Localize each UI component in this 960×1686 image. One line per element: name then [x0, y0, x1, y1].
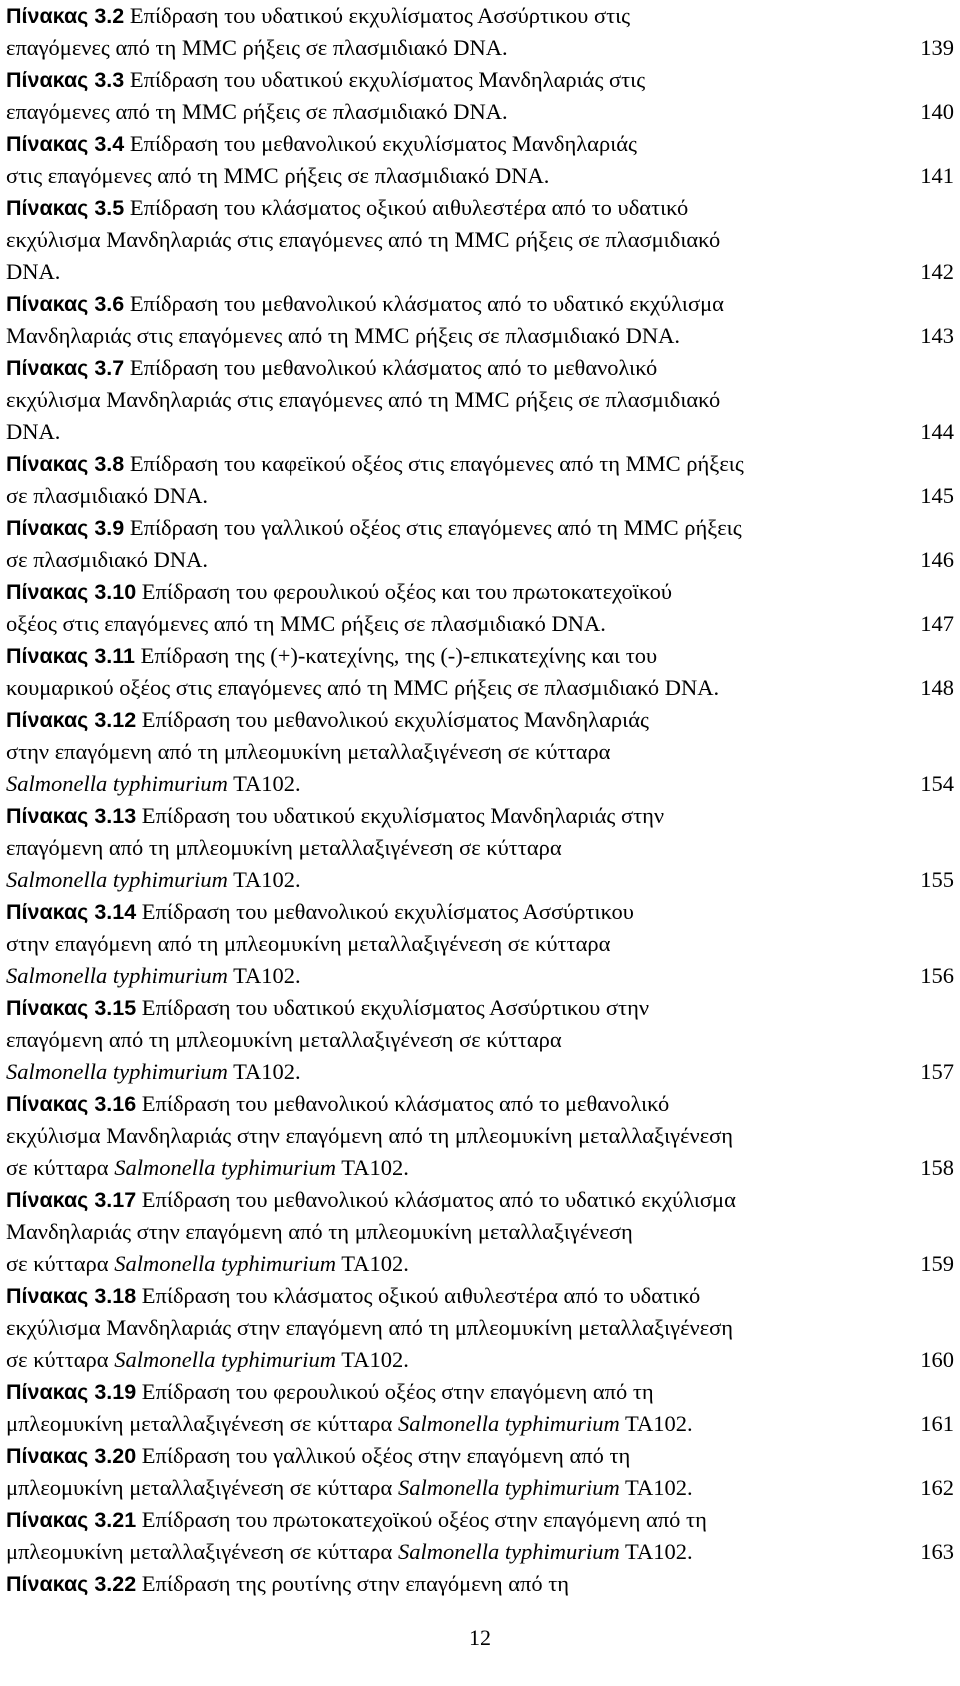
entry-text: Επίδραση του φερουλικού οξέος και του πρωτοκατεχοϊκού [136, 579, 673, 604]
entry-text: Μανδηλαριάς στις επαγόμενες από τη MMC ρήξεις σε πλασμιδιακό DNA. [6, 323, 681, 348]
entry-line [6, 1344, 880, 1376]
entry-line [6, 64, 880, 96]
entry-line [6, 160, 880, 192]
species-name: Salmonella typhimurium [6, 1059, 228, 1084]
entry-page-number: 158 [920, 1155, 954, 1180]
entry-line [6, 32, 880, 64]
table-label: Πίνακας 3.7 [6, 356, 125, 380]
entry-line [6, 480, 880, 512]
toc-entry [6, 576, 954, 640]
entry-text: Επίδραση της (+)-κατεχίνης, της (-)-επικατεχίνης και του [134, 643, 658, 668]
entry-text: Επίδραση του υδατικού εκχυλίσματος Μανδηλαριάς στις [124, 67, 646, 92]
entry-line [6, 1088, 880, 1120]
entry-line [6, 576, 880, 608]
table-label: Πίνακας 3.3 [6, 68, 125, 92]
table-label: Πίνακας 3.16 [6, 1092, 137, 1116]
table-label: Πίνακας 3.12 [6, 708, 137, 732]
entry-page-number: 142 [920, 259, 954, 284]
toc-entry [6, 1184, 954, 1280]
entry-page-number: 154 [920, 771, 954, 796]
toc-entry [6, 1440, 954, 1504]
entry-page-number: 161 [920, 1411, 954, 1436]
entry-line [6, 1440, 880, 1472]
entry-line [6, 0, 880, 32]
entry-page-number: 145 [920, 483, 954, 508]
species-name: Salmonella typhimurium [114, 1251, 337, 1276]
table-label: Πίνακας 3.2 [6, 4, 125, 28]
entry-text: Επίδραση του φερουλικού οξέος στην επαγόμενη από τη [136, 1379, 654, 1404]
entry-text: σε κύτταρα [6, 1251, 115, 1276]
entry-line [6, 1568, 880, 1600]
entry-line [6, 384, 880, 416]
entry-line [6, 1120, 880, 1152]
table-of-tables-list [6, 0, 954, 1600]
species-name: Salmonella typhimurium [114, 1347, 337, 1372]
entry-line [6, 1152, 880, 1184]
entry-text: Επίδραση του κλάσματος οξικού αιθυλεστέρα από το υδατικό [136, 1283, 701, 1308]
entry-page-number: 157 [920, 1059, 954, 1084]
toc-entry [6, 128, 954, 192]
table-label: Πίνακας 3.4 [6, 132, 125, 156]
entry-page-number: 140 [920, 99, 954, 124]
entry-line [6, 192, 880, 224]
entry-text: TA102. [619, 1539, 693, 1564]
entry-text: TA102. [227, 1059, 301, 1084]
entry-line [6, 832, 880, 864]
species-name: Salmonella typhimurium [6, 963, 228, 988]
entry-text: επαγόμενες από τη MMC ρήξεις σε πλασμιδιακό DNA. [6, 99, 508, 124]
entry-page-number: 147 [920, 611, 954, 636]
table-label: Πίνακας 3.21 [6, 1508, 137, 1532]
entry-page-number: 143 [920, 323, 954, 348]
toc-entry [6, 992, 954, 1088]
entry-page-number: 141 [920, 163, 954, 188]
entry-line [6, 448, 880, 480]
species-name: Salmonella typhimurium [397, 1411, 620, 1436]
entry-line [6, 992, 880, 1024]
entry-text: οξέος στις επαγόμενες από τη MMC ρήξεις σε πλασμιδιακό DNA. [6, 611, 606, 636]
entry-text: Επίδραση του πρωτοκατεχοϊκού οξέος στην επαγόμενη από τη [136, 1507, 707, 1532]
entry-text: Επίδραση του υδατικού εκχυλίσματος Ασσύρτικου στις [124, 3, 631, 28]
entry-line [6, 1408, 880, 1440]
entry-line [6, 672, 880, 704]
page-number-footer: 12 [469, 1625, 491, 1650]
table-label: Πίνακας 3.13 [6, 804, 137, 828]
entry-text: σε πλασμιδιακό DNA. [6, 483, 209, 508]
entry-page-number: 155 [920, 867, 954, 892]
toc-entry [6, 704, 954, 800]
entry-line [6, 960, 880, 992]
species-name: Salmonella typhimurium [6, 771, 228, 796]
entry-text: Επίδραση του υδατικού εκχυλίσματος Ασσύρτικου στην [136, 995, 650, 1020]
entry-line [6, 1280, 880, 1312]
entry-line [6, 1184, 880, 1216]
entry-text: Επίδραση του γαλλικού οξέος στην επαγόμενη από τη [136, 1443, 631, 1468]
toc-entry [6, 1504, 954, 1568]
entry-text: Μανδηλαριάς στην επαγόμενη από τη μπλεομυκίνη μεταλλαξιγένεση [6, 1219, 633, 1244]
toc-entry [6, 288, 954, 352]
species-name: Salmonella typhimurium [6, 867, 228, 892]
table-label: Πίνακας 3.10 [6, 580, 137, 604]
toc-entry [6, 1280, 954, 1376]
entry-line [6, 1024, 880, 1056]
entry-page-number: 156 [920, 963, 954, 988]
table-label: Πίνακας 3.6 [6, 292, 125, 316]
toc-entry [6, 448, 954, 512]
entry-page-number: 160 [920, 1347, 954, 1372]
toc-entry [6, 1376, 954, 1440]
table-label: Πίνακας 3.14 [6, 900, 137, 924]
entry-line [6, 224, 880, 256]
toc-entry [6, 64, 954, 128]
entry-line [6, 288, 880, 320]
entry-page-number: 163 [920, 1539, 954, 1564]
entry-page-number: 144 [920, 419, 954, 444]
entry-line [6, 1504, 880, 1536]
toc-entry [6, 800, 954, 896]
entry-text: TA102. [227, 963, 301, 988]
entry-text: Επίδραση του μεθανολικού κλάσματος από το μεθανολικό [124, 355, 658, 380]
species-name: Salmonella typhimurium [114, 1155, 337, 1180]
entry-page-number: 146 [920, 547, 954, 572]
entry-text: TA102. [619, 1411, 693, 1436]
entry-line [6, 736, 880, 768]
entry-page-number: 139 [920, 35, 954, 60]
entry-text: Επίδραση του γαλλικού οξέος στις επαγόμενες από τη MMC ρήξεις [124, 515, 742, 540]
table-label: Πίνακας 3.18 [6, 1284, 137, 1308]
entry-line [6, 704, 880, 736]
entry-line [6, 896, 880, 928]
toc-entry [6, 512, 954, 576]
entry-text: Επίδραση του μεθανολικού κλάσματος από το μεθανολικό [136, 1091, 670, 1116]
entry-text: μπλεομυκίνη μεταλλαξιγένεση σε κύτταρα [6, 1475, 398, 1500]
entry-text: στην επαγόμενη από τη μπλεομυκίνη μεταλλαξιγένεση σε κύτταρα [6, 739, 611, 764]
entry-line [6, 1248, 880, 1280]
entry-text: Επίδραση του μεθανολικού κλάσματος από το υδατικό εκχύλισμα [124, 291, 724, 316]
entry-text: Επίδραση του κλάσματος οξικού αιθυλεστέρα από το υδατικό [124, 195, 689, 220]
entry-line [6, 1536, 880, 1568]
entry-line [6, 416, 880, 448]
entry-line [6, 512, 880, 544]
entry-text: σε πλασμιδιακό DNA. [6, 547, 209, 572]
toc-entry [6, 1568, 954, 1600]
entry-text: σε κύτταρα [6, 1155, 115, 1180]
entry-line [6, 1216, 880, 1248]
entry-text: Επίδραση του υδατικού εκχυλίσματος Μανδηλαριάς στην [136, 803, 665, 828]
entry-line [6, 800, 880, 832]
table-label: Πίνακας 3.17 [6, 1188, 137, 1212]
entry-line [6, 352, 880, 384]
toc-entry [6, 352, 954, 448]
table-label: Πίνακας 3.11 [6, 644, 135, 668]
entry-line [6, 1056, 880, 1088]
toc-entry [6, 896, 954, 992]
entry-text: εκχύλισμα Μανδηλαριάς στην επαγόμενη από τη μπλεομυκίνη μεταλλαξιγένεση [6, 1315, 734, 1340]
table-label: Πίνακας 3.9 [6, 516, 125, 540]
entry-text: επαγόμενη από τη μπλεομυκίνη μεταλλαξιγένεση σε κύτταρα [6, 1027, 562, 1052]
entry-page-number: 159 [920, 1251, 954, 1276]
toc-entry [6, 1088, 954, 1184]
entry-text: σε κύτταρα [6, 1347, 115, 1372]
entry-line [6, 768, 880, 800]
species-name: Salmonella typhimurium [397, 1539, 620, 1564]
entry-text: TA102. [227, 867, 301, 892]
entry-text: στην επαγόμενη από τη μπλεομυκίνη μεταλλαξιγένεση σε κύτταρα [6, 931, 611, 956]
entry-text: TA102. [336, 1347, 409, 1372]
entry-line [6, 1312, 880, 1344]
toc-entry [6, 640, 954, 704]
entry-line [6, 1472, 880, 1504]
toc-entry [6, 192, 954, 288]
entry-line [6, 928, 880, 960]
entry-text: TA102. [336, 1155, 409, 1180]
entry-text: TA102. [227, 771, 301, 796]
entry-text: TA102. [619, 1475, 693, 1500]
entry-page-number: 148 [920, 675, 954, 700]
table-label: Πίνακας 3.8 [6, 452, 125, 476]
table-label: Πίνακας 3.15 [6, 996, 137, 1020]
entry-text: Επίδραση του μεθανολικού κλάσματος από το υδατικό εκχύλισμα [136, 1187, 736, 1212]
entry-line [6, 544, 880, 576]
entry-text: Επίδραση του καφεϊκού οξέος στις επαγόμενες από τη MMC ρήξεις [124, 451, 744, 476]
entry-text: DNA. [6, 259, 61, 284]
entry-text: εκχύλισμα Μανδηλαριάς στις επαγόμενες από τη MMC ρήξεις σε πλασμιδιακό [6, 227, 721, 252]
entry-text: εκχύλισμα Μανδηλαριάς στις επαγόμενες από τη MMC ρήξεις σε πλασμιδιακό [6, 387, 721, 412]
entry-text: Επίδραση του μεθανολικού εκχυλίσματος Μανδηλαριάς [124, 131, 637, 156]
entry-text: DNA. [6, 419, 61, 444]
entry-text: TA102. [336, 1251, 409, 1276]
entry-line [6, 640, 880, 672]
entry-line [6, 608, 880, 640]
table-label: Πίνακας 3.20 [6, 1444, 137, 1468]
entry-text: επαγόμενη από τη μπλεομυκίνη μεταλλαξιγένεση σε κύτταρα [6, 835, 562, 860]
species-name: Salmonella typhimurium [397, 1475, 620, 1500]
entry-text: Επίδραση του μεθανολικού εκχυλίσματος Ασσύρτικου [136, 899, 634, 924]
entry-text: επαγόμενες από τη MMC ρήξεις σε πλασμιδιακό DNA. [6, 35, 508, 60]
table-label: Πίνακας 3.5 [6, 196, 125, 220]
entry-text: εκχύλισμα Μανδηλαριάς στην επαγόμενη από τη μπλεομυκίνη μεταλλαξιγένεση [6, 1123, 734, 1148]
entry-text: μπλεομυκίνη μεταλλαξιγένεση σε κύτταρα [6, 1539, 398, 1564]
entry-line [6, 1376, 880, 1408]
entry-page-number: 162 [920, 1475, 954, 1500]
table-label: Πίνακας 3.22 [6, 1572, 137, 1596]
entry-text: Επίδραση της ρουτίνης στην επαγόμενη από τη [136, 1571, 570, 1596]
entry-text: στις επαγόμενες από τη MMC ρήξεις σε πλασμιδιακό DNA. [6, 163, 550, 188]
entry-line [6, 864, 880, 896]
toc-entry [6, 0, 954, 64]
entry-line [6, 128, 880, 160]
entry-line [6, 320, 880, 352]
entry-line [6, 96, 880, 128]
entry-text: Επίδραση του μεθανολικού εκχυλίσματος Μανδηλαριάς [136, 707, 649, 732]
entry-text: μπλεομυκίνη μεταλλαξιγένεση σε κύτταρα [6, 1411, 398, 1436]
entry-line [6, 256, 880, 288]
table-label: Πίνακας 3.19 [6, 1380, 137, 1404]
entry-text: κουμαρικού οξέος στις επαγόμενες από τη MMC ρήξεις σε πλασμιδιακό DNA. [6, 675, 720, 700]
